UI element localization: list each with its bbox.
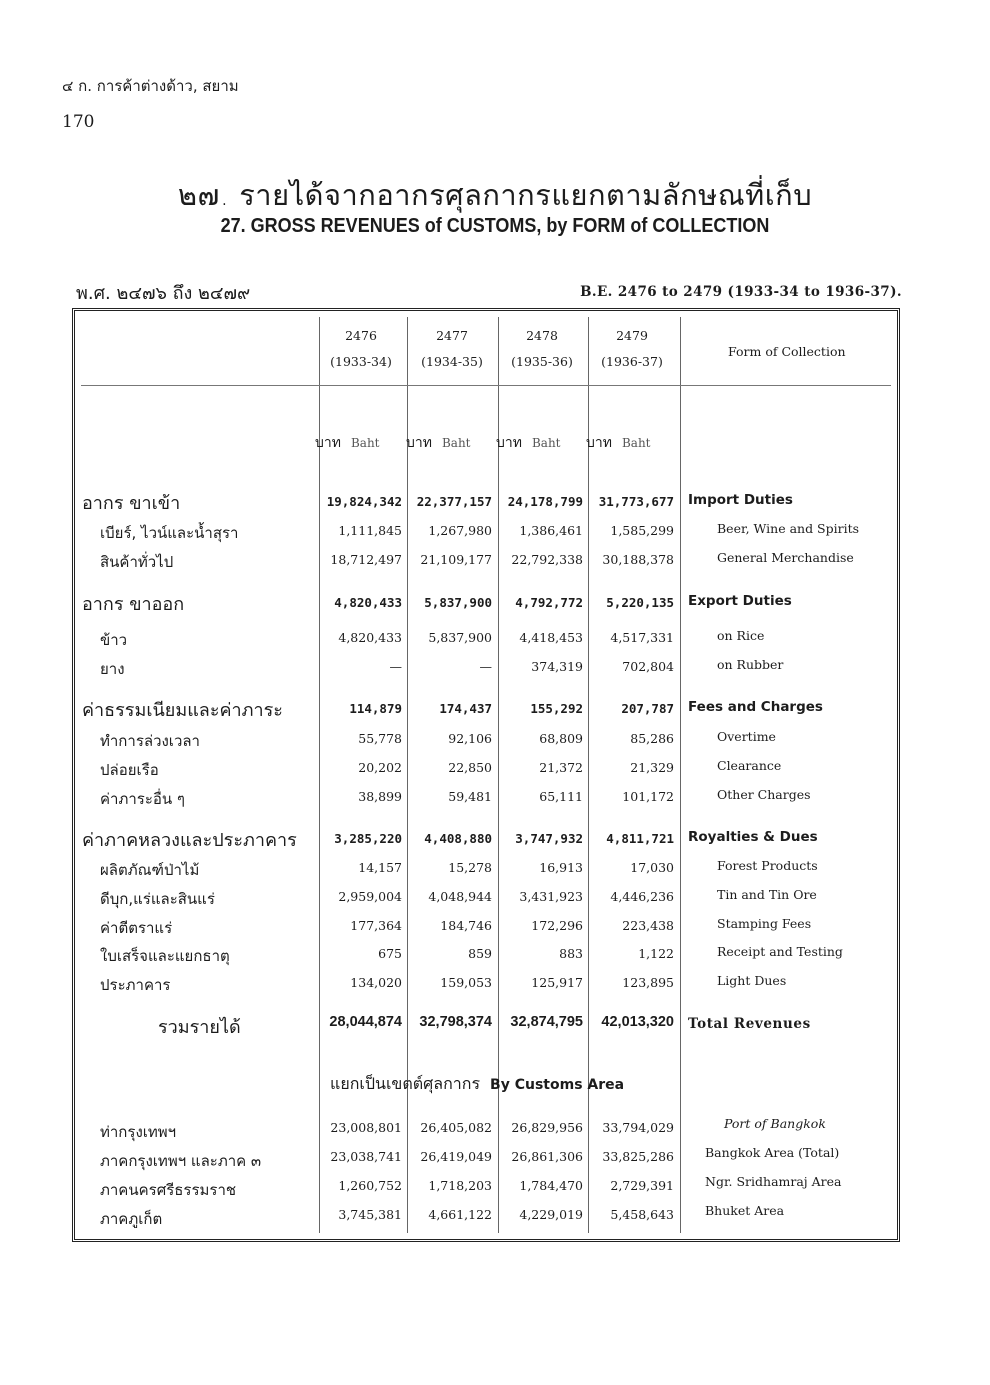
value-cell: 1,386,461 (519, 523, 583, 538)
area-label-thai: ท่ากรุงเทพฯ (100, 1123, 177, 1141)
row-label-thai: ค่าธรรมเนียมและค่าภาระ (82, 700, 283, 721)
value-cell: 4,517,331 (610, 630, 674, 645)
value-cell: 4,418,453 (519, 630, 583, 645)
value-cell: 5,220,135 (606, 595, 674, 610)
year-header-be: 2476 (345, 328, 377, 343)
unit-english: Baht (441, 436, 471, 450)
unit-thai: บาท (586, 435, 612, 451)
value-cell: 4,811,721 (606, 831, 674, 846)
value-cell: 14,157 (358, 860, 402, 875)
value-cell: 1,585,299 (610, 523, 674, 538)
value-cell: 68,809 (539, 731, 583, 746)
row-label-thai: อากร ขาออก (82, 594, 185, 615)
value-cell: 4,792,772 (515, 595, 583, 610)
area-label-thai: ภาคกรุงเทพฯ และภาค ๓ (100, 1152, 262, 1170)
area-heading (330, 1072, 624, 1097)
form-of-collection-header: Form of Collection (728, 344, 846, 359)
row-label-english: General Merchandise (717, 550, 854, 565)
year-header-ce: (1936-37) (601, 354, 663, 369)
value-cell: — (479, 659, 492, 674)
title-thai: ๒๗. รายได้จากอากรศุลกากรแยกตามลักษณที่เก็บ (177, 178, 813, 212)
row-label-english: Export Duties (688, 593, 792, 609)
row-label-thai: ดีบุก,แร่และสินแร่ (100, 890, 215, 908)
area-value-cell: 26,405,082 (420, 1120, 492, 1135)
row-label-english: Forest Products (717, 858, 818, 873)
row-label-english: on Rubber (717, 657, 784, 672)
row-label-english: Royalties & Dues (688, 829, 818, 845)
row-label-english: Clearance (717, 758, 782, 773)
unit-english: Baht (531, 436, 561, 450)
header-rule (81, 385, 891, 386)
value-cell: 4,446,236 (610, 889, 674, 904)
row-label-thai: สินค้าทั่วไป (100, 553, 174, 571)
value-cell: 207,787 (621, 701, 674, 716)
area-value-cell: 26,861,306 (511, 1149, 583, 1164)
unit-thai: บาท (315, 435, 341, 451)
value-cell: 3,285,220 (334, 831, 402, 846)
value-cell: 20,202 (358, 760, 402, 775)
year-header-ce: (1933-34) (330, 354, 392, 369)
area-value-cell: 5,458,643 (610, 1207, 674, 1222)
area-value-cell: 26,419,049 (420, 1149, 492, 1164)
value-cell: 92,106 (448, 731, 492, 746)
period-thai: พ.ศ. ๒๔๗๖ ถึง ๒๔๗๙ (76, 283, 251, 304)
row-label-thai: อากร ขาเข้า (82, 493, 181, 514)
value-cell: 177,364 (350, 918, 402, 933)
row-label-thai: รวมรายได้ (158, 1017, 241, 1038)
area-value-cell: 1,718,203 (428, 1178, 492, 1193)
value-cell: 125,917 (531, 975, 583, 990)
value-cell: 174,437 (439, 701, 492, 716)
row-label-thai: ปล่อยเรือ (100, 761, 159, 779)
year-header-be: 2477 (436, 328, 468, 343)
unit-english: Baht (350, 436, 380, 450)
value-cell: 55,778 (358, 731, 402, 746)
row-label-english: Stamping Fees (717, 916, 812, 931)
value-cell: 3,747,932 (515, 831, 583, 846)
value-cell: 59,481 (448, 789, 492, 804)
value-cell: 702,804 (622, 659, 674, 674)
value-cell: 21,329 (630, 760, 674, 775)
row-label-thai: ยาง (100, 660, 125, 678)
column-divider (319, 317, 320, 1233)
value-cell: 155,292 (530, 701, 583, 716)
row-label-thai: ค่าภาคหลวงและประภาคาร (82, 830, 297, 851)
value-cell: 30,188,378 (602, 552, 674, 567)
value-cell: 18,712,497 (330, 552, 402, 567)
unit-label (586, 432, 651, 454)
row-label-thai: ผลิตภัณฑ์ป่าไม้ (100, 861, 200, 879)
value-cell: 32,874,795 (510, 1014, 583, 1030)
value-cell: 31,773,677 (598, 494, 674, 509)
unit-label (406, 432, 471, 454)
area-value-cell: 26,829,956 (511, 1120, 583, 1135)
value-cell: 16,913 (539, 860, 583, 875)
value-cell: 38,899 (358, 789, 402, 804)
value-cell: 223,438 (622, 918, 674, 933)
value-cell: — (389, 659, 402, 674)
value-cell: 28,044,874 (329, 1014, 402, 1030)
value-cell: 3,431,923 (519, 889, 583, 904)
value-cell: 1,122 (638, 946, 674, 961)
value-cell: 85,286 (630, 731, 674, 746)
value-cell: 19,824,342 (326, 494, 402, 509)
value-cell: 184,746 (440, 918, 492, 933)
unit-label (496, 432, 561, 454)
row-label-thai: ทำการล่วงเวลา (100, 732, 200, 750)
revenue-table (72, 308, 900, 1242)
area-label-english: Bangkok Area (Total) (705, 1145, 840, 1160)
area-label-thai: ภาคภูเก็ต (100, 1210, 163, 1228)
area-value-cell: 3,745,381 (338, 1207, 402, 1222)
area-value-cell: 33,825,286 (602, 1149, 674, 1164)
value-cell: 101,172 (622, 789, 674, 804)
row-label-english: on Rice (717, 628, 765, 643)
value-cell: 22,792,338 (511, 552, 583, 567)
row-label-thai: ใบเสร็จและแยกธาตุ (100, 947, 230, 965)
unit-thai: บาท (406, 435, 432, 451)
period-english: B.E. 2476 to 2479 (1933-34 to 1936-37). (580, 284, 902, 300)
value-cell: 15,278 (448, 860, 492, 875)
unit-english: Baht (621, 436, 651, 450)
area-value-cell: 23,038,741 (330, 1149, 402, 1164)
value-cell: 22,850 (448, 760, 492, 775)
value-cell: 374,319 (531, 659, 583, 674)
column-divider (680, 317, 681, 1233)
area-label-english: Port of Bangkok (724, 1116, 826, 1131)
year-header-ce: (1934-35) (421, 354, 483, 369)
area-label-english: Bhuket Area (705, 1203, 785, 1218)
row-label-english: Overtime (717, 729, 776, 744)
unit-thai: บาท (496, 435, 522, 451)
value-cell: 42,013,320 (601, 1014, 674, 1030)
row-label-thai: เบียร์, ไวน์และน้ำสุรา (100, 524, 239, 542)
year-header-be: 2479 (616, 328, 648, 343)
value-cell: 2,959,004 (338, 889, 402, 904)
value-cell: 4,048,944 (428, 889, 492, 904)
area-heading-thai: แยกเป็นเขตต์ศุลกากร (330, 1074, 481, 1093)
value-cell: 21,372 (539, 760, 583, 775)
value-cell: 21,109,177 (420, 552, 492, 567)
row-label-thai: ค่าภาระอื่น ๆ (100, 790, 185, 808)
row-label-english: Receipt and Testing (717, 944, 843, 959)
value-cell: 114,879 (349, 701, 402, 716)
unit-label (315, 432, 380, 454)
row-label-thai: ข้าว (100, 631, 128, 649)
value-cell: 134,020 (350, 975, 402, 990)
row-label-thai: ประภาคาร (100, 976, 171, 994)
area-value-cell: 1,260,752 (338, 1178, 402, 1193)
area-value-cell: 4,661,122 (428, 1207, 492, 1222)
title-english: 27. GROSS REVENUES of CUSTOMS, by FORM of COLLECTION (220, 215, 770, 237)
value-cell: 159,053 (440, 975, 492, 990)
area-value-cell: 1,784,470 (519, 1178, 583, 1193)
value-cell: 17,030 (630, 860, 674, 875)
page-number: 170 (62, 112, 95, 132)
value-cell: 65,111 (539, 789, 583, 804)
value-cell: 1,267,980 (428, 523, 492, 538)
row-label-english: Other Charges (717, 787, 811, 802)
running-head: ๔ ก. การค้าต่างด้าว, สยาม (62, 77, 239, 95)
area-value-cell: 23,008,801 (330, 1120, 402, 1135)
area-value-cell: 33,794,029 (602, 1120, 674, 1135)
value-cell: 675 (378, 946, 402, 961)
value-cell: 22,377,157 (416, 494, 492, 509)
row-label-english: Beer, Wine and Spirits (717, 521, 860, 536)
value-cell: 4,820,433 (334, 595, 402, 610)
value-cell: 5,837,900 (424, 595, 492, 610)
value-cell: 4,820,433 (338, 630, 402, 645)
value-cell: 859 (468, 946, 492, 961)
value-cell: 172,296 (531, 918, 583, 933)
row-label-english: Light Dues (717, 973, 787, 988)
row-label-english: Total Revenues (688, 1016, 811, 1032)
area-label-thai: ภาคนครศรีธรรมราช (100, 1181, 237, 1199)
row-label-english: Tin and Tin Ore (717, 887, 817, 902)
year-header-be: 2478 (526, 328, 558, 343)
row-label-thai: ค่าตีตราแร่ (100, 919, 173, 937)
value-cell: 883 (559, 946, 583, 961)
row-label-english: Import Duties (688, 492, 793, 508)
value-cell: 4,408,880 (424, 831, 492, 846)
area-value-cell: 2,729,391 (610, 1178, 674, 1193)
value-cell: 5,837,900 (428, 630, 492, 645)
year-header-ce: (1935-36) (511, 354, 573, 369)
value-cell: 24,178,799 (507, 494, 583, 509)
row-label-english: Fees and Charges (688, 699, 823, 715)
value-cell: 123,895 (622, 975, 674, 990)
value-cell: 32,798,374 (419, 1014, 492, 1030)
area-heading-english: By Customs Area (490, 1077, 625, 1093)
area-label-english: Ngr. Sridhamraj Area (705, 1174, 842, 1189)
area-value-cell: 4,229,019 (519, 1207, 583, 1222)
value-cell: 1,111,845 (338, 523, 402, 538)
